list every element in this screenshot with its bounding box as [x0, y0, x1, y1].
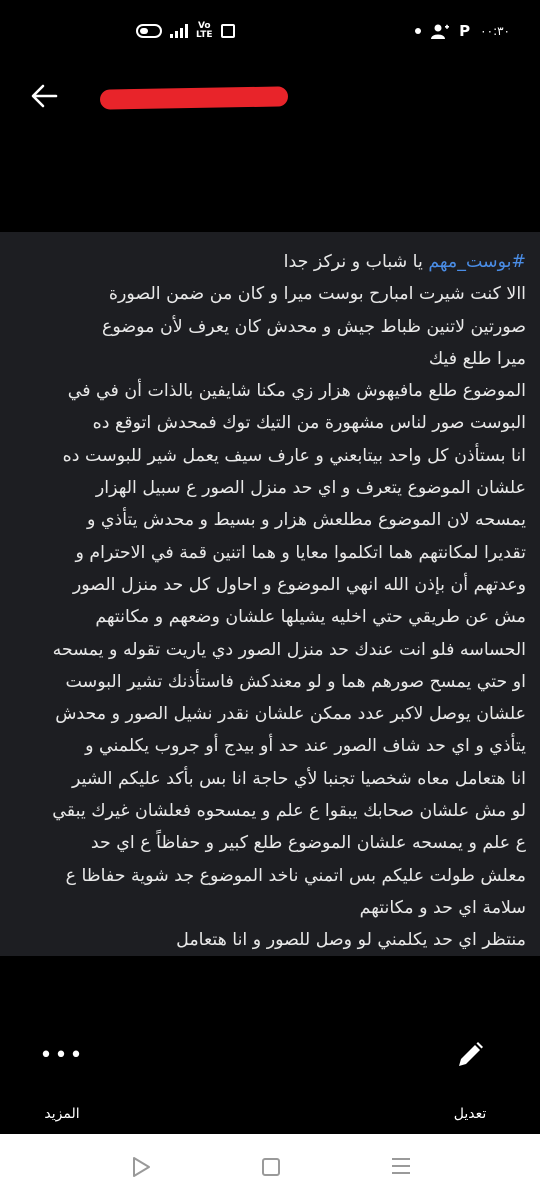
- post-line: سلامة اي حد و مكانتهم: [359, 897, 526, 918]
- redaction-mark: [100, 86, 288, 109]
- back-button[interactable]: [26, 78, 62, 114]
- post-line: منتظر اي حد يكلمني لو وصل للصور و انا هتعامل: [176, 930, 526, 951]
- post-line: او حتي يمسح صورهم هما و لو معندكش فاستأذنك تشير البوست: [65, 671, 526, 692]
- status-right-icons: [415, 22, 510, 40]
- post-line: يتأذي و اي حد شاف الصور عند حد أو بيدج أو جروب يكلمني و: [85, 736, 526, 757]
- signal-icon: [170, 24, 188, 38]
- post-line: انا هتعامل معاه شخصيا تجنبا لأي حاجة انا بس بأكد عليكم الشير: [72, 768, 526, 789]
- back-arrow-icon: [26, 78, 62, 114]
- post-line: وعدتهم أن بإذن الله انهي الموضوع و احاول كل حد منزل الصور: [72, 574, 526, 595]
- post-line: صورتين لاتنين ظباط جيش و محدش كان يعرف لأن موضوع: [102, 316, 526, 337]
- edit-label: تعديل: [453, 1106, 487, 1122]
- post-line: الحساسه فلو انت عندك حد منزل الصور دي ياريت تقوله و يمسحه: [52, 639, 526, 660]
- page-title-area: [100, 84, 290, 112]
- post-content: [0, 232, 540, 956]
- nav-recents-menu-icon[interactable]: [392, 1158, 410, 1176]
- status-bar: [0, 0, 540, 68]
- post-line: معلش طولت عليكم بس اتمني ناخد الموضوع جد شوية حفاظا ع: [65, 865, 526, 886]
- post-line: يا شباب و نركز جدا: [283, 252, 429, 272]
- p-indicator: P: [459, 22, 471, 40]
- post-line: انا بستأذن كل واحد بيتابعني و عارف سيف يعمل شير للبوست ده: [62, 445, 526, 466]
- clock: ٠٠:٣٠: [480, 24, 510, 38]
- nav-home-square-icon[interactable]: [262, 1158, 280, 1176]
- post-text: [14, 246, 526, 957]
- post-line: البوست صور لناس مشهورة من التيك توك فمحدش اتوقع ده: [92, 413, 526, 434]
- edit-button[interactable]: [430, 1032, 510, 1122]
- volte-icon: Vo LTE: [196, 21, 213, 40]
- battery-icon: [136, 24, 162, 38]
- post-line: علشان يوصل لاكبر عدد ممكن علشان نقدر نشيل الصور و محدش: [55, 704, 526, 725]
- post-line: ع علم و يمسحه علشان الموضوع طلع كبير و حفاظاً ع اي حد: [90, 833, 526, 854]
- system-nav-bar: [0, 1134, 540, 1200]
- more-button[interactable]: [22, 1032, 102, 1122]
- post-line: علشان الموضوع يتعرف و اي حد منزل الصور ع سبيل الهزار: [95, 478, 526, 499]
- pencil-icon: [455, 1040, 485, 1070]
- post-line: يمسحه لان الموضوع مطلعش هزار و بسيط و محدش يتأذي و: [86, 510, 526, 531]
- hashtag-link[interactable]: #بوست_مهم: [428, 252, 526, 272]
- more-label: المزيد: [44, 1106, 80, 1122]
- post-line: تقديرا لمكانتهم هما اتكلموا معايا و هما اتنين قمة في الاحترام و: [75, 542, 526, 563]
- nav-back-triangle-icon[interactable]: [130, 1156, 152, 1178]
- status-left-icons: [136, 22, 235, 40]
- post-line: ميرا طلع فيك: [428, 348, 526, 369]
- post-line: االا كنت شيرت امبارح بوست ميرا و كان من ضمن الصورة: [108, 284, 526, 305]
- post-line: مش عن طريقي حتي اخليه يشيلها علشان وضعهم و مكانتهم: [95, 607, 526, 628]
- person-add-icon: [431, 23, 449, 39]
- more-dots-icon: •••: [39, 1043, 85, 1068]
- post-line: الموضوع طلع مافيهوش هزار زي مكنا شايفين بالذات أن في في: [67, 381, 526, 402]
- vibrate-icon: [221, 24, 235, 38]
- post-line: لو مش علشان صحابك يبقوا ع علم و يمسحوه فعلشان غيرك يبقي: [52, 801, 526, 822]
- notification-dot-icon: [415, 28, 421, 34]
